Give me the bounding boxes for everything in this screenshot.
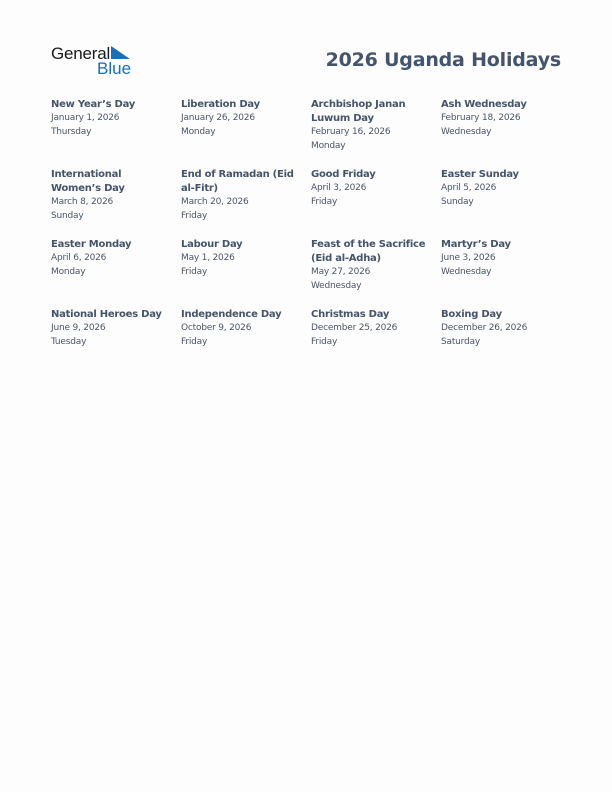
logo-word-general: General (51, 44, 111, 63)
holiday-weekday: Monday (181, 126, 216, 137)
holiday-name: Martyr’s Day (441, 239, 511, 250)
holiday-weekday: Friday (181, 210, 208, 221)
holiday-weekday: Wednesday (441, 126, 492, 137)
holiday-item (311, 308, 441, 378)
holiday-date: October 9, 2026 (181, 323, 252, 333)
holiday-weekday: Friday (181, 336, 208, 347)
page-title: 2026 Uganda Holidays (325, 49, 561, 71)
holiday-name: Feast of the Sacrifice (Eid al-Adha) (311, 239, 426, 264)
holiday-item (181, 238, 311, 308)
holiday-date: June 3, 2026 (441, 253, 496, 263)
holiday-item (441, 238, 571, 308)
holiday-name: Ash Wednesday (441, 99, 527, 110)
holiday-item (311, 238, 441, 308)
holiday-item (51, 168, 181, 238)
holiday-date: April 5, 2026 (441, 183, 497, 193)
holiday-weekday: Tuesday (51, 336, 87, 347)
holiday-date: February 16, 2026 (311, 127, 391, 137)
holiday-name: Independence Day (181, 309, 282, 320)
holiday-name: Liberation Day (181, 99, 260, 110)
holiday-weekday: Friday (311, 336, 338, 347)
holiday-name: International Women’s Day (51, 169, 125, 194)
holiday-date: May 27, 2026 (311, 267, 371, 277)
holiday-item (51, 98, 181, 168)
holiday-item (311, 168, 441, 238)
holiday-name: Archbishop Janan Luwum Day (311, 99, 406, 124)
holiday-name: New Year’s Day (51, 99, 136, 110)
holiday-name: End of Ramadan (Eid al-Fitr) (181, 169, 294, 194)
holiday-weekday: Wednesday (311, 280, 362, 291)
holiday-grid (51, 98, 571, 378)
holiday-item (441, 98, 571, 168)
holiday-weekday: Sunday (441, 196, 474, 207)
holiday-weekday: Friday (181, 266, 208, 277)
holiday-date: April 3, 2026 (311, 183, 367, 193)
holiday-item (181, 168, 311, 238)
holiday-date: May 1, 2026 (181, 253, 235, 263)
holiday-name: Christmas Day (311, 309, 390, 320)
holiday-item (311, 98, 441, 168)
logo-word-blue: Blue (97, 59, 132, 78)
holiday-weekday: Saturday (441, 336, 480, 347)
holiday-item (441, 168, 571, 238)
holiday-date: March 20, 2026 (181, 197, 249, 207)
holiday-date: December 26, 2026 (441, 323, 528, 333)
holiday-name: Easter Monday (51, 239, 132, 250)
holiday-name: Boxing Day (441, 309, 502, 320)
holiday-date: February 18, 2026 (441, 113, 521, 123)
holiday-item (51, 308, 181, 378)
holiday-date: April 6, 2026 (51, 253, 107, 263)
holiday-weekday: Sunday (51, 210, 84, 221)
generalblue-logo (51, 44, 141, 78)
holiday-weekday: Monday (51, 266, 86, 277)
holiday-date: January 1, 2026 (51, 113, 120, 123)
holiday-name: Good Friday (311, 169, 376, 180)
holiday-name: National Heroes Day (51, 309, 162, 320)
holiday-date: December 25, 2026 (311, 323, 398, 333)
holiday-date: January 26, 2026 (181, 113, 255, 123)
holiday-date: March 8, 2026 (51, 197, 114, 207)
holiday-date: June 9, 2026 (51, 323, 106, 333)
holiday-item (51, 238, 181, 308)
holiday-item (441, 308, 571, 378)
holiday-name: Easter Sunday (441, 169, 519, 180)
holiday-weekday: Wednesday (441, 266, 492, 277)
holiday-weekday: Thursday (51, 126, 92, 137)
holiday-weekday: Friday (311, 196, 338, 207)
holiday-weekday: Monday (311, 140, 346, 151)
holiday-name: Labour Day (181, 239, 243, 250)
holiday-item (181, 98, 311, 168)
holiday-item (181, 308, 311, 378)
